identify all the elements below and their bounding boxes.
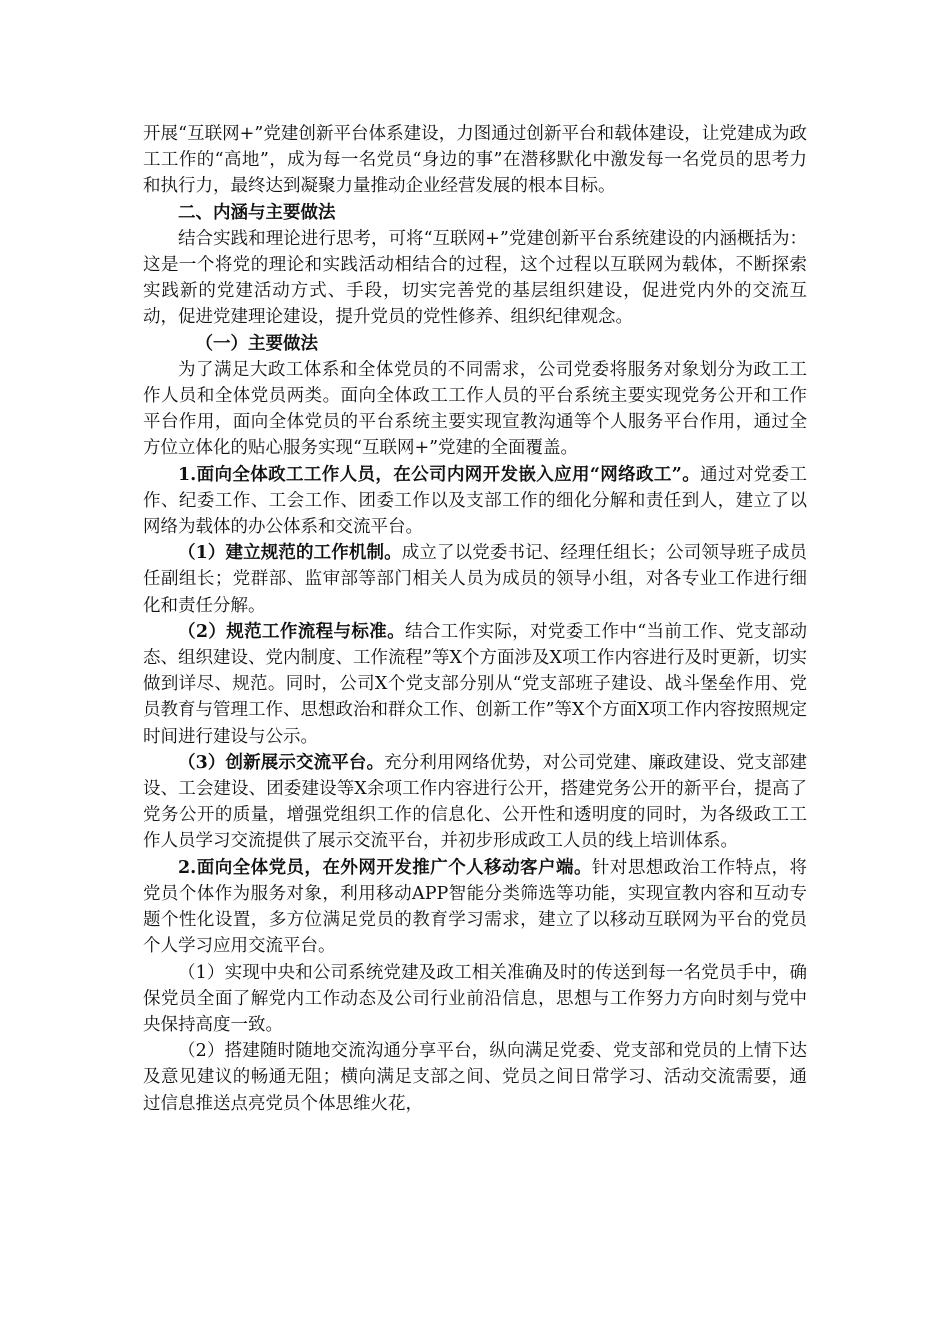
paragraph-main-practice: 为了满足大政工体系和全体党员的不同需求，公司党委将服务对象划分为政工工作人员和全体党员两类。面向全体政工工作人员的平台系统主要实现党务公开和工作平台作用，面向全体党员的平台系统主要实现宣教沟通等个人服务平台作用，通过全方位立体化的贴心服务实现“互联网+”党建的全面覆盖。 xyxy=(143,359,807,459)
document-body xyxy=(143,121,807,1117)
item-1-heading: 1.面向全体政工工作人员，在公司内网开发嵌入应用“网络政工”。 xyxy=(178,464,701,485)
item-1-2-heading: （2）规范工作流程与标准。 xyxy=(178,621,405,642)
item-1-3-text: 充分利用网络优势，对公司党建、廉政建设、党支部建设、工会建设、团委建设等X余项工作内容进行公开，搭建党务公开的新平台，提高了党务公开的质量，增强党组织工作的信息化、公开性和透明度的同时，为各级政工工作人员学习交流提供了展示交流平台，并初步形成政工人员的线上培训体系。 xyxy=(143,752,807,852)
paragraph-item-1-1 xyxy=(143,540,807,619)
paragraph-connotation: 结合实践和理论进行思考，可将“互联网+”党建创新平台系统建设的内涵概括为：这是一个将党的理论和实践活动相结合的过程，这个过程以互联网为载体，不断探索实践新的党建活动方式、手段，切实完善党的基层组织建设，促进党内外的交流互动，促进党建理论建设，提升党员的党性修养、组织纪律观念。 xyxy=(143,228,807,328)
paragraph-item-2-2: （2）搭建随时随地交流沟通分享平台，纵向满足党委、党支部和党员的上情下达及意见建议的畅通无阻；横向满足支部之间、党员之间日常学习、活动交流需要，通过信息推送点亮党员个体思维火花， xyxy=(143,1041,807,1114)
paragraph-item-2-1: （1）实现中央和公司系统党建及政工相关准确及时的传送到每一名党员手中，确保党员全面了解党内工作动态及公司行业前沿信息，思想与工作努力方向时刻与党中央保持高度一致。 xyxy=(143,962,807,1035)
paragraph-item-1-2 xyxy=(143,619,807,750)
item-1-1-text: 成立了以党委书记、经理任组长；公司领导班子成员任副组长；党群部、监审部等部门相关人员为成员的领导小组，对各专业工作进行细化和责任分解。 xyxy=(143,543,807,616)
item-2-heading: 2.面向全体党员，在外网开发推广个人移动客户端。 xyxy=(178,857,592,878)
item-1-2-text: 结合工作实际，对党委工作中“当前工作、党支部动态、组织建设、党内制度、工作流程”等X个方面涉及X项工作内容进行及时更新，切实做到详尽、规范。同时，公司X个党支部分别从“党支部班子建设、战斗堡垒作用、党员教育与管理工作、思想政治和群众工作、创新工作”等X个方面X项工作内容按照规定时间进行建设与公示。 xyxy=(143,621,807,747)
paragraph-item-1-3 xyxy=(143,750,807,855)
section-heading: 二、内涵与主要做法 xyxy=(178,202,336,223)
item-1-3-heading: （3）创新展示交流平台。 xyxy=(178,752,385,773)
paragraph-item-1 xyxy=(143,462,807,541)
item-2-text: 针对思想政治工作特点，将党员个体作为服务对象，利用移动APP智能分类筛选等功能，实现宣教内容和互动专题个性化设置，多方位满足党员的教育学习需求，建立了以移动互联网为平台的党员个人学习应用交流平台。 xyxy=(143,857,807,957)
subsection-heading: （一）主要做法 xyxy=(195,333,318,354)
item-1-text: 通过对党委工作、纪委工作、工会工作、团委工作以及支部工作的细化分解和责任到人，建立了以网络为载体的办公体系和交流平台。 xyxy=(143,464,807,538)
paragraph-item-2 xyxy=(143,855,807,960)
item-1-1-heading: （1）建立规范的工作机制。 xyxy=(178,543,402,564)
paragraph-intro: 开展“互联网+”党建创新平台体系建设，力图通过创新平台和载体建设，让党建成为政工工作的“高地”，成为每一名党员“身边的事”在潜移默化中激发每一名党员的思考力和执行力，最终达到凝聚力量推动企业经营发展的根本目标。 xyxy=(143,124,807,197)
